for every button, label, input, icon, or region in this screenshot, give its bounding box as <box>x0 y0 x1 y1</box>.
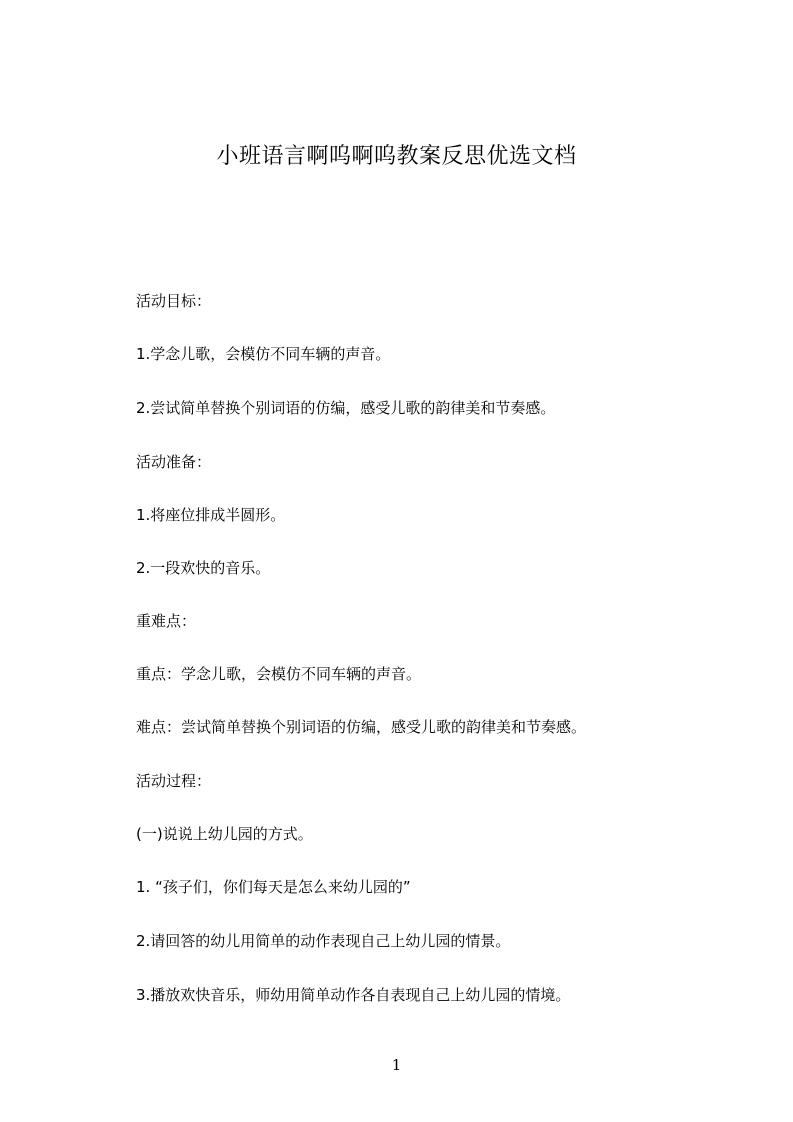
paragraph: (一)说说上幼儿园的方式。 <box>136 825 313 843</box>
paragraph: 2.一段欢快的音乐。 <box>136 559 271 577</box>
paragraph: 1.将座位排成半圆形。 <box>136 506 286 524</box>
section-heading-preparation: 活动准备： <box>136 453 212 471</box>
section-heading-key-points: 重难点： <box>136 612 197 630</box>
document-title: 小班语言啊呜啊呜教案反思优选文档 <box>216 144 577 169</box>
paragraph: 1. “孩子们，你们每天是怎么来幼儿园的” <box>136 878 411 896</box>
paragraph: 重点：学念儿歌，会模仿不同车辆的声音。 <box>136 665 422 683</box>
section-heading-objectives: 活动目标： <box>136 292 212 310</box>
section-heading-process: 活动过程： <box>136 772 212 790</box>
paragraph: 2.尝试简单替换个别词语的仿编，感受儿歌的韵律美和节奏感。 <box>136 399 556 417</box>
paragraph: 3.播放欢快音乐，师幼用简单动作各自表现自己上幼儿园的情境。 <box>136 986 571 1004</box>
paragraph: 难点：尝试简单替换个别词语的仿编，感受儿歌的韵律美和节奏感。 <box>136 718 587 736</box>
paragraph: 1.学念儿歌，会模仿不同车辆的声音。 <box>136 345 391 363</box>
page-number: 1 <box>391 1056 402 1074</box>
paragraph: 2.请回答的幼儿用简单的动作表现自己上幼儿园的情景。 <box>136 932 511 950</box>
